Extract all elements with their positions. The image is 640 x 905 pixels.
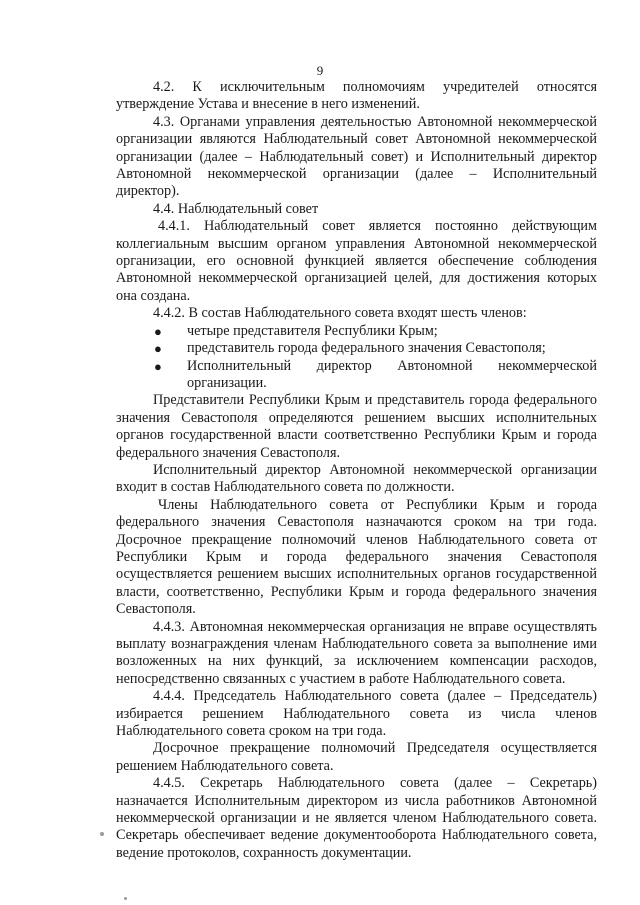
paragraph-4-4-5: 4.4.5. Секретарь Наблюдательного совета (далее – Секретарь) назначается Исполнительным директором из числа работников Автономной некоммерческой организации и не является членом Наблюдательного совета. Секретарь обеспечивает ведение документооборота Наблюдательного совета, ведение протоколов, сохранность документации.	[116, 775, 597, 861]
paragraph-4-4-3: 4.4.3. Автономная некоммерческая организация не вправе осуществлять выплату вознаграждения членам Наблюдательного совета за выполнение ими возложенных на них функций, за исключением компенсации расходов, непосредственно связанных с участием в работе Наблюдательного совета.	[116, 618, 597, 687]
scan-speck	[124, 897, 127, 900]
scan-speck	[100, 832, 104, 836]
list-item-text: четыре представителя Республики Крым;	[187, 322, 438, 339]
paragraph-4-3: 4.3. Органами управления деятельностью Автономной некоммерческой организации являются Наблюдательный совет Автономной некоммерческой организации (далее – Наблюдательный совет) и Исполнительный директор Автономной некоммерческой организации (далее – Исполнительный директор).	[116, 113, 597, 200]
paragraph-executive-director: Исполнительный директор Автономной некоммерческой организации входит в состав Наблюдательного совета по должности.	[116, 461, 597, 496]
paragraph-4-2: 4.2. К исключительным полномочиям учредителей относятся утверждение Устава и внесение в него изменений.	[116, 79, 597, 113]
paragraph-members-term: Члены Наблюдательного совета от Республики Крым и города федерального значения Севастополя назначаются сроком на три года. Досрочное прекращение полномочий членов Наблюдательного совета от Республики Крым и города федерального значения Севастополя осуществляется решением высших исполнительных органов государственной власти, соответственно, Республики Крым и города федерального значения Севастополя.	[116, 496, 597, 618]
paragraph-early-termination: Досрочное прекращение полномочий Председателя осуществляется решением Наблюдательного совета.	[116, 740, 597, 774]
bullet-icon: ●	[154, 358, 162, 374]
page-number: 9	[316, 63, 324, 78]
list-item-text: представитель города федерального значения Севастополя;	[187, 340, 546, 357]
paragraph-4-4-4: 4.4.4. Председатель Наблюдательного совета (далее – Председатель) избирается решением Наблюдательного совета из числа членов Наблюдательного совета сроком на три года.	[116, 688, 597, 740]
paragraph-representatives: Представители Республики Крым и представитель города федерального значения Севастополя определяются решением высших исполнительных органов государственной власти соответственно Республики Крым и города федерального значения Севастополя.	[116, 392, 597, 461]
list-item	[116, 358, 597, 393]
bullet-icon: ●	[154, 323, 162, 339]
paragraph-4-4-1: 4.4.1. Наблюдательный совет является постоянно действующим коллегиальным высшим органом управления Автономной некоммерческой организации, его основной функцией является обеспечение соблюдения Автономной некоммерческой организацией целей, для достижения которых она создана.	[116, 218, 597, 304]
list-item	[116, 323, 597, 340]
paragraph-4-4-2: 4.4.2. В состав Наблюдательного совета входят шесть членов:	[153, 305, 527, 322]
bullet-icon: ●	[154, 341, 162, 357]
list-item-text: Исполнительный директор Автономной некоммерческой организации.	[187, 357, 597, 391]
paragraph-4-4-heading: 4.4. Наблюдательный совет	[153, 200, 319, 217]
members-list	[116, 323, 597, 393]
document-body	[116, 79, 597, 862]
list-item	[116, 340, 597, 357]
